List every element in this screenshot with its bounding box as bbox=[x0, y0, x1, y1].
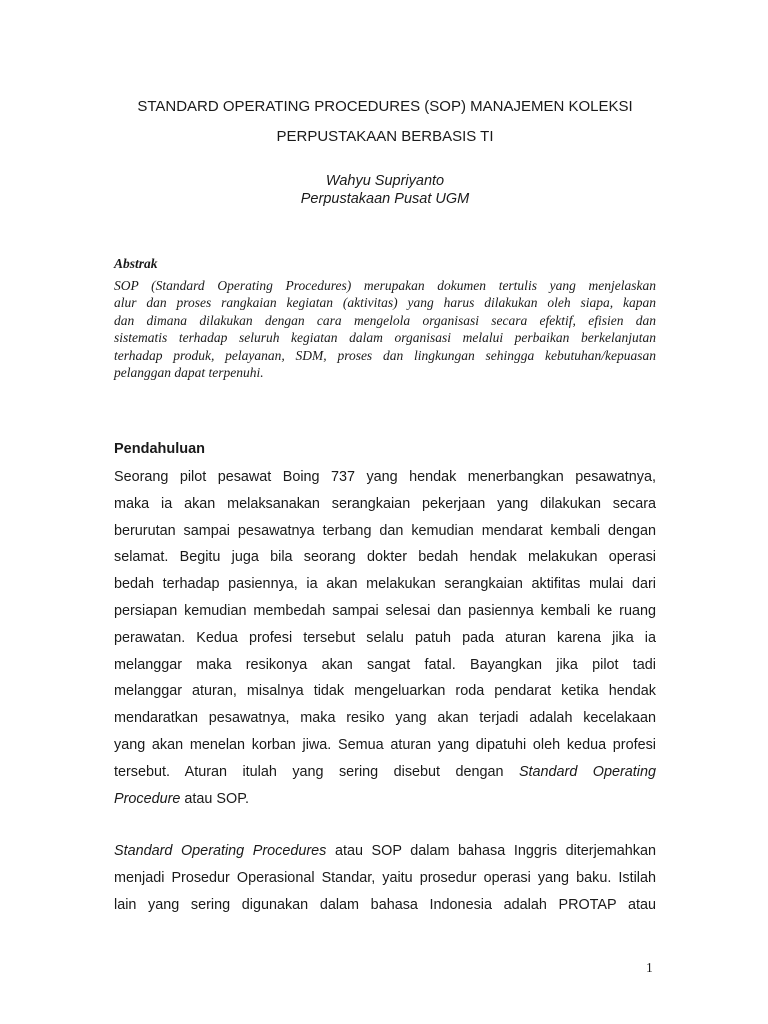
body-line: mendaratkan pesawatnya, maka resiko yang akan terjadi adalah kecelakaan bbox=[114, 710, 656, 727]
abstract-line: SOP (Standard Operating Procedures) merupakan dokumen tertulis yang menjelaskan bbox=[114, 278, 656, 293]
body-text: tersebut. Aturan itulah yang sering disebut dengan bbox=[114, 763, 519, 780]
body-line: yang akan menelan korban jiwa. Semua aturan yang dipatuhi oleh kedua profesi bbox=[114, 736, 656, 753]
paper-title bbox=[100, 92, 670, 152]
body-paragraph-1 bbox=[114, 464, 656, 812]
body-line: lain yang sering digunakan dalam bahasa Indonesia adalah PROTAP atau bbox=[114, 896, 656, 913]
body-line: bedah terhadap pasiennya, ia akan melakukan serangkaian aktifitas mulai dari bbox=[114, 576, 656, 593]
body-line bbox=[114, 786, 656, 813]
abstract-line: pelanggan dapat terpenuhi. bbox=[114, 365, 264, 381]
author-block bbox=[100, 172, 670, 208]
body-line: melanggar maka resikonya akan sangat fatal. Bayangkan jika pilot tadi bbox=[114, 656, 656, 673]
title-line-1: STANDARD OPERATING PROCEDURES (SOP) MANAJEMEN KOLEKSI bbox=[137, 98, 633, 115]
body-line: selamat. Begitu juga bila seorang dokter bedah hendak melakukan operasi bbox=[114, 549, 656, 566]
abstract-line: sistematis terhadap seluruh kegiatan dalam organisasi melalui perbaikan berkelanjutan bbox=[114, 330, 656, 346]
abstract-line: alur dan proses rangkaian kegiatan (aktivitas) yang harus dilakukan oleh siapa, kapan bbox=[114, 295, 656, 311]
body-line: melanggar aturan, misalnya tidak mengeluarkan roda pendarat ketika hendak bbox=[114, 683, 656, 700]
emphasis-text: Procedure bbox=[114, 790, 181, 807]
abstract-line: dan dimana dilakukan dengan cara mengelola organisasi secara efektif, efisien dan bbox=[114, 312, 656, 328]
body-paragraph-2 bbox=[114, 838, 656, 918]
author-affiliation: Perpustakaan Pusat UGM bbox=[300, 191, 470, 207]
page-number: 1 bbox=[646, 960, 653, 975]
body-text: atau SOP. bbox=[180, 790, 249, 807]
abstract-body bbox=[114, 277, 656, 381]
body-text: atau SOP dalam bahasa Inggris diterjemahkan bbox=[326, 843, 656, 859]
emphasis-text: Standard Operating bbox=[518, 763, 656, 780]
abstract-heading: Abstrak bbox=[114, 256, 158, 271]
body-line: berurutan sampai pesawatnya terbang dan kemudian mendarat kembali dengan bbox=[114, 522, 656, 539]
body-line: maka ia akan melaksanakan serangkaian pekerjaan yang dilakukan secara bbox=[114, 495, 656, 512]
abstract-line: terhadap produk, pelayanan, SDM, proses dan lingkungan sehingga kebutuhan/kepuasan bbox=[114, 347, 656, 363]
body-line: perawatan. Kedua profesi tersebut selalu patuh pada aturan karena jika ia bbox=[114, 629, 656, 646]
emphasis-text: Standard Operating Procedures bbox=[114, 843, 327, 859]
body-line bbox=[114, 838, 656, 865]
body-line: Seorang pilot pesawat Boing 737 yang hendak menerbangkan pesawatnya, bbox=[114, 469, 656, 485]
title-line-2: PERPUSTAKAAN BERBASIS TI bbox=[276, 128, 494, 145]
author-name: Wahyu Supriyanto bbox=[325, 173, 445, 189]
section-heading: Pendahuluan bbox=[114, 441, 206, 457]
body-line bbox=[114, 759, 656, 786]
body-line: persiapan kemudian membedah sampai selesai dan pasiennya kembali ke ruang bbox=[114, 602, 656, 619]
body-line: menjadi Prosedur Operasional Standar, yaitu prosedur operasi yang baku. Istilah bbox=[114, 869, 656, 886]
